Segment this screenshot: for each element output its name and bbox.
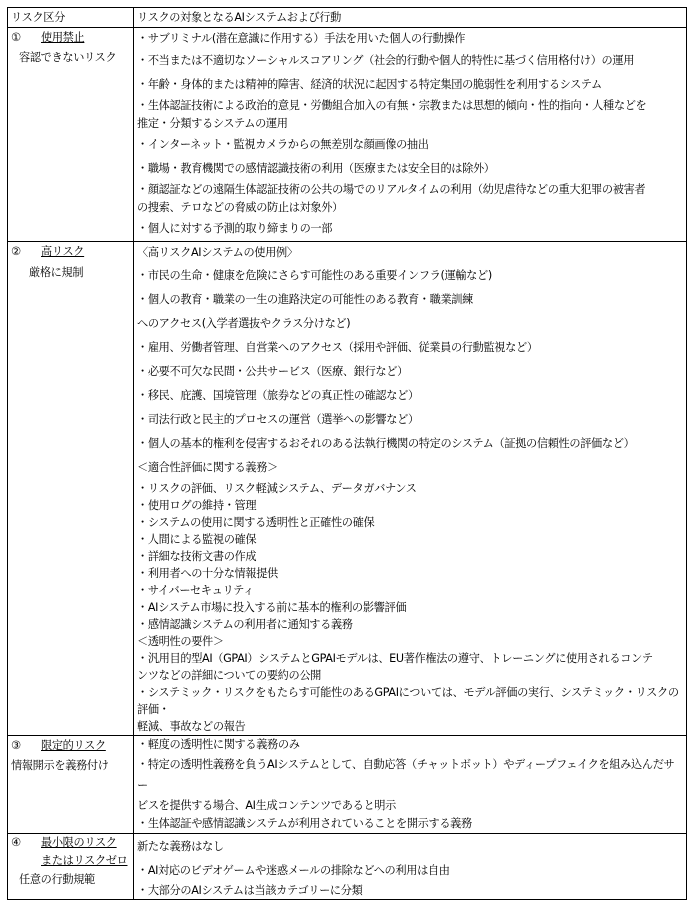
list-item: ・システミック・リスクをもたらす可能性のあるGPAIについては、モデル評価の実行、システミック・リスクの評価・ xyxy=(137,686,679,716)
category-title-line2 xyxy=(11,852,130,870)
risk-classification-table xyxy=(7,7,687,900)
list-item: ・職場・教育機関での感情認識技術の利用（医療または安全目的は除外） xyxy=(137,162,495,175)
category-number: ④ xyxy=(11,836,21,849)
list-item: 軽減、事故などの報告 xyxy=(137,720,246,733)
list-item: ・インターネット・監視カメラからの無差別な顔画像の抽出 xyxy=(137,138,429,151)
list-item: 〈高リスクAIシステムの使用例〉 xyxy=(137,246,298,259)
header-target-systems: リスクの対象となるAIシステムおよび行動 xyxy=(134,8,687,28)
list-item: ・リスクの評価、リスク軽減システム、データガバナンス xyxy=(137,482,417,495)
list-item: ・雇用、労働者管理、自営業へのアクセス（採用や評価、従業員の行動監視など） xyxy=(137,341,538,354)
list-item: ・AIシステム市場に投入する前に基本的権利の影響評価 xyxy=(137,601,407,614)
list-item: ・人間による監視の確保 xyxy=(137,533,257,546)
category-cell xyxy=(8,736,134,834)
list-item: ・サイバーセキュリティ xyxy=(137,584,254,597)
category-label: 高リスク xyxy=(41,245,85,258)
list-item: の捜索、テロなどの脅威の防止は対象外） xyxy=(137,201,343,214)
category-subtitle: 情報開示を義務付け xyxy=(11,759,109,772)
list-item: ・特定の透明性義務を負うAIシステムとして、自動応答（チャットボット）やディープフェイクを組み込んだサー xyxy=(137,758,675,792)
list-item: ・市民の生命・健康を危険にさらす可能性のある重要インフラ(運輸など) xyxy=(137,269,492,282)
list-item: ・AI対応のビデオゲームや迷惑メールの排除などへの利用は自由 xyxy=(137,864,450,877)
list-item: ・顔認証などの遠隔生体認証技術の公共の場でのリアルタイムの利用（幼児虐待などの重大犯罪の被害者 xyxy=(137,183,646,196)
list-item: ・感情認識システムの利用者に通知する義務 xyxy=(137,618,353,631)
table-row-minimal-risk xyxy=(8,834,687,900)
table-header-row xyxy=(8,8,687,28)
table-row-high-risk xyxy=(8,242,687,736)
category-title xyxy=(11,242,130,262)
list-item: 推定・分類するシステムの運用 xyxy=(137,117,288,130)
category-title xyxy=(11,834,130,852)
category-subtitle: 容認できないリスク xyxy=(19,51,117,64)
list-item: ・サブリミナル(潜在意識に作用する）手法を用いた個人の行動操作 xyxy=(137,32,466,45)
list-item: ＜適合性評価に関する義務＞ xyxy=(137,461,278,474)
list-item: ・年齢・身体的または精神的障害、経済的状況に起因する特定集団の脆弱性を利用するシステム xyxy=(137,78,602,91)
list-item: ・使用ログの維持・管理 xyxy=(137,499,257,512)
list-item: ・利用者への十分な情報提供 xyxy=(137,567,278,580)
list-item: ・移民、庇護、国境管理（旅券などの真正性の確認など） xyxy=(137,389,419,402)
category-content xyxy=(134,736,687,834)
category-subtitle: 任意の行動規範 xyxy=(19,873,95,886)
list-item: ・システムの使用に関する透明性と正確性の確保 xyxy=(137,516,375,529)
list-item: ・必要不可欠な民間・公共サービス（医療、銀行など） xyxy=(137,365,408,378)
category-title xyxy=(11,736,130,756)
list-item: ・個人に対する予測的取り締まりの一部 xyxy=(137,222,333,235)
list-item: ・司法行政と民主的プロセスの運営（選挙への影響など） xyxy=(137,413,419,426)
category-content xyxy=(134,834,687,900)
list-item: 新たな義務はなし xyxy=(137,840,224,853)
category-label: 使用禁止 xyxy=(41,31,85,44)
category-title xyxy=(11,28,130,48)
list-item: ＜透明性の要件＞ xyxy=(137,635,224,648)
list-item: へのアクセス(入学者選抜やクラス分けなど) xyxy=(137,317,351,330)
category-label: 限定的リスク xyxy=(41,739,106,752)
list-item: ・軽度の透明性に関する義務のみ xyxy=(137,738,300,751)
category-content xyxy=(134,242,687,736)
category-subtitle: 厳格に規制 xyxy=(29,266,84,279)
list-item: ・大部分のAIシステムは当該カテゴリーに分類 xyxy=(137,884,363,897)
category-number: ① xyxy=(11,31,21,44)
list-item: ・個人の基本的権利を侵害するおそれのある法執行機関の特定のシステム（証拠の信頼性の評価など） xyxy=(137,437,635,450)
category-cell xyxy=(8,834,134,900)
list-item: ンツなどの詳細についての要約の公開 xyxy=(137,669,322,682)
category-label-continued: またはリスクゼロ xyxy=(41,854,128,867)
category-content xyxy=(134,28,687,242)
list-item: ・生体認証技術による政治的意見・労働組合加入の有無・宗教または思想的傾向・性的指向・人種などを xyxy=(137,99,647,112)
list-item: ・不当または不適切なソーシャルスコアリング（社会的行動や個人的特性に基づく信用格付け）の運用 xyxy=(137,54,635,67)
list-item: ・個人の教育・職業の一生の進路決定の可能性のある教育・職業訓練 xyxy=(137,293,473,306)
list-item: ・詳細な技術文書の作成 xyxy=(137,550,257,563)
category-label: 最小限のリスク xyxy=(41,836,117,849)
category-number: ② xyxy=(11,245,21,258)
category-number: ③ xyxy=(11,739,21,752)
list-item: ・汎用目的型AI（GPAI）システムとGPAIモデルは、EU著作権法の遵守、トレーニングに使用されるコンテ xyxy=(137,652,653,665)
category-cell xyxy=(8,242,134,736)
table-row-prohibited xyxy=(8,28,687,242)
list-item: ビスを提供する場合、AI生成コンテンツであると明示 xyxy=(137,799,396,812)
header-risk-category: リスク区分 xyxy=(8,8,134,28)
list-item: ・生体認証や感情認識システムが利用されていることを開示する義務 xyxy=(137,817,472,830)
table-row-limited-risk xyxy=(8,736,687,834)
category-cell xyxy=(8,28,134,242)
